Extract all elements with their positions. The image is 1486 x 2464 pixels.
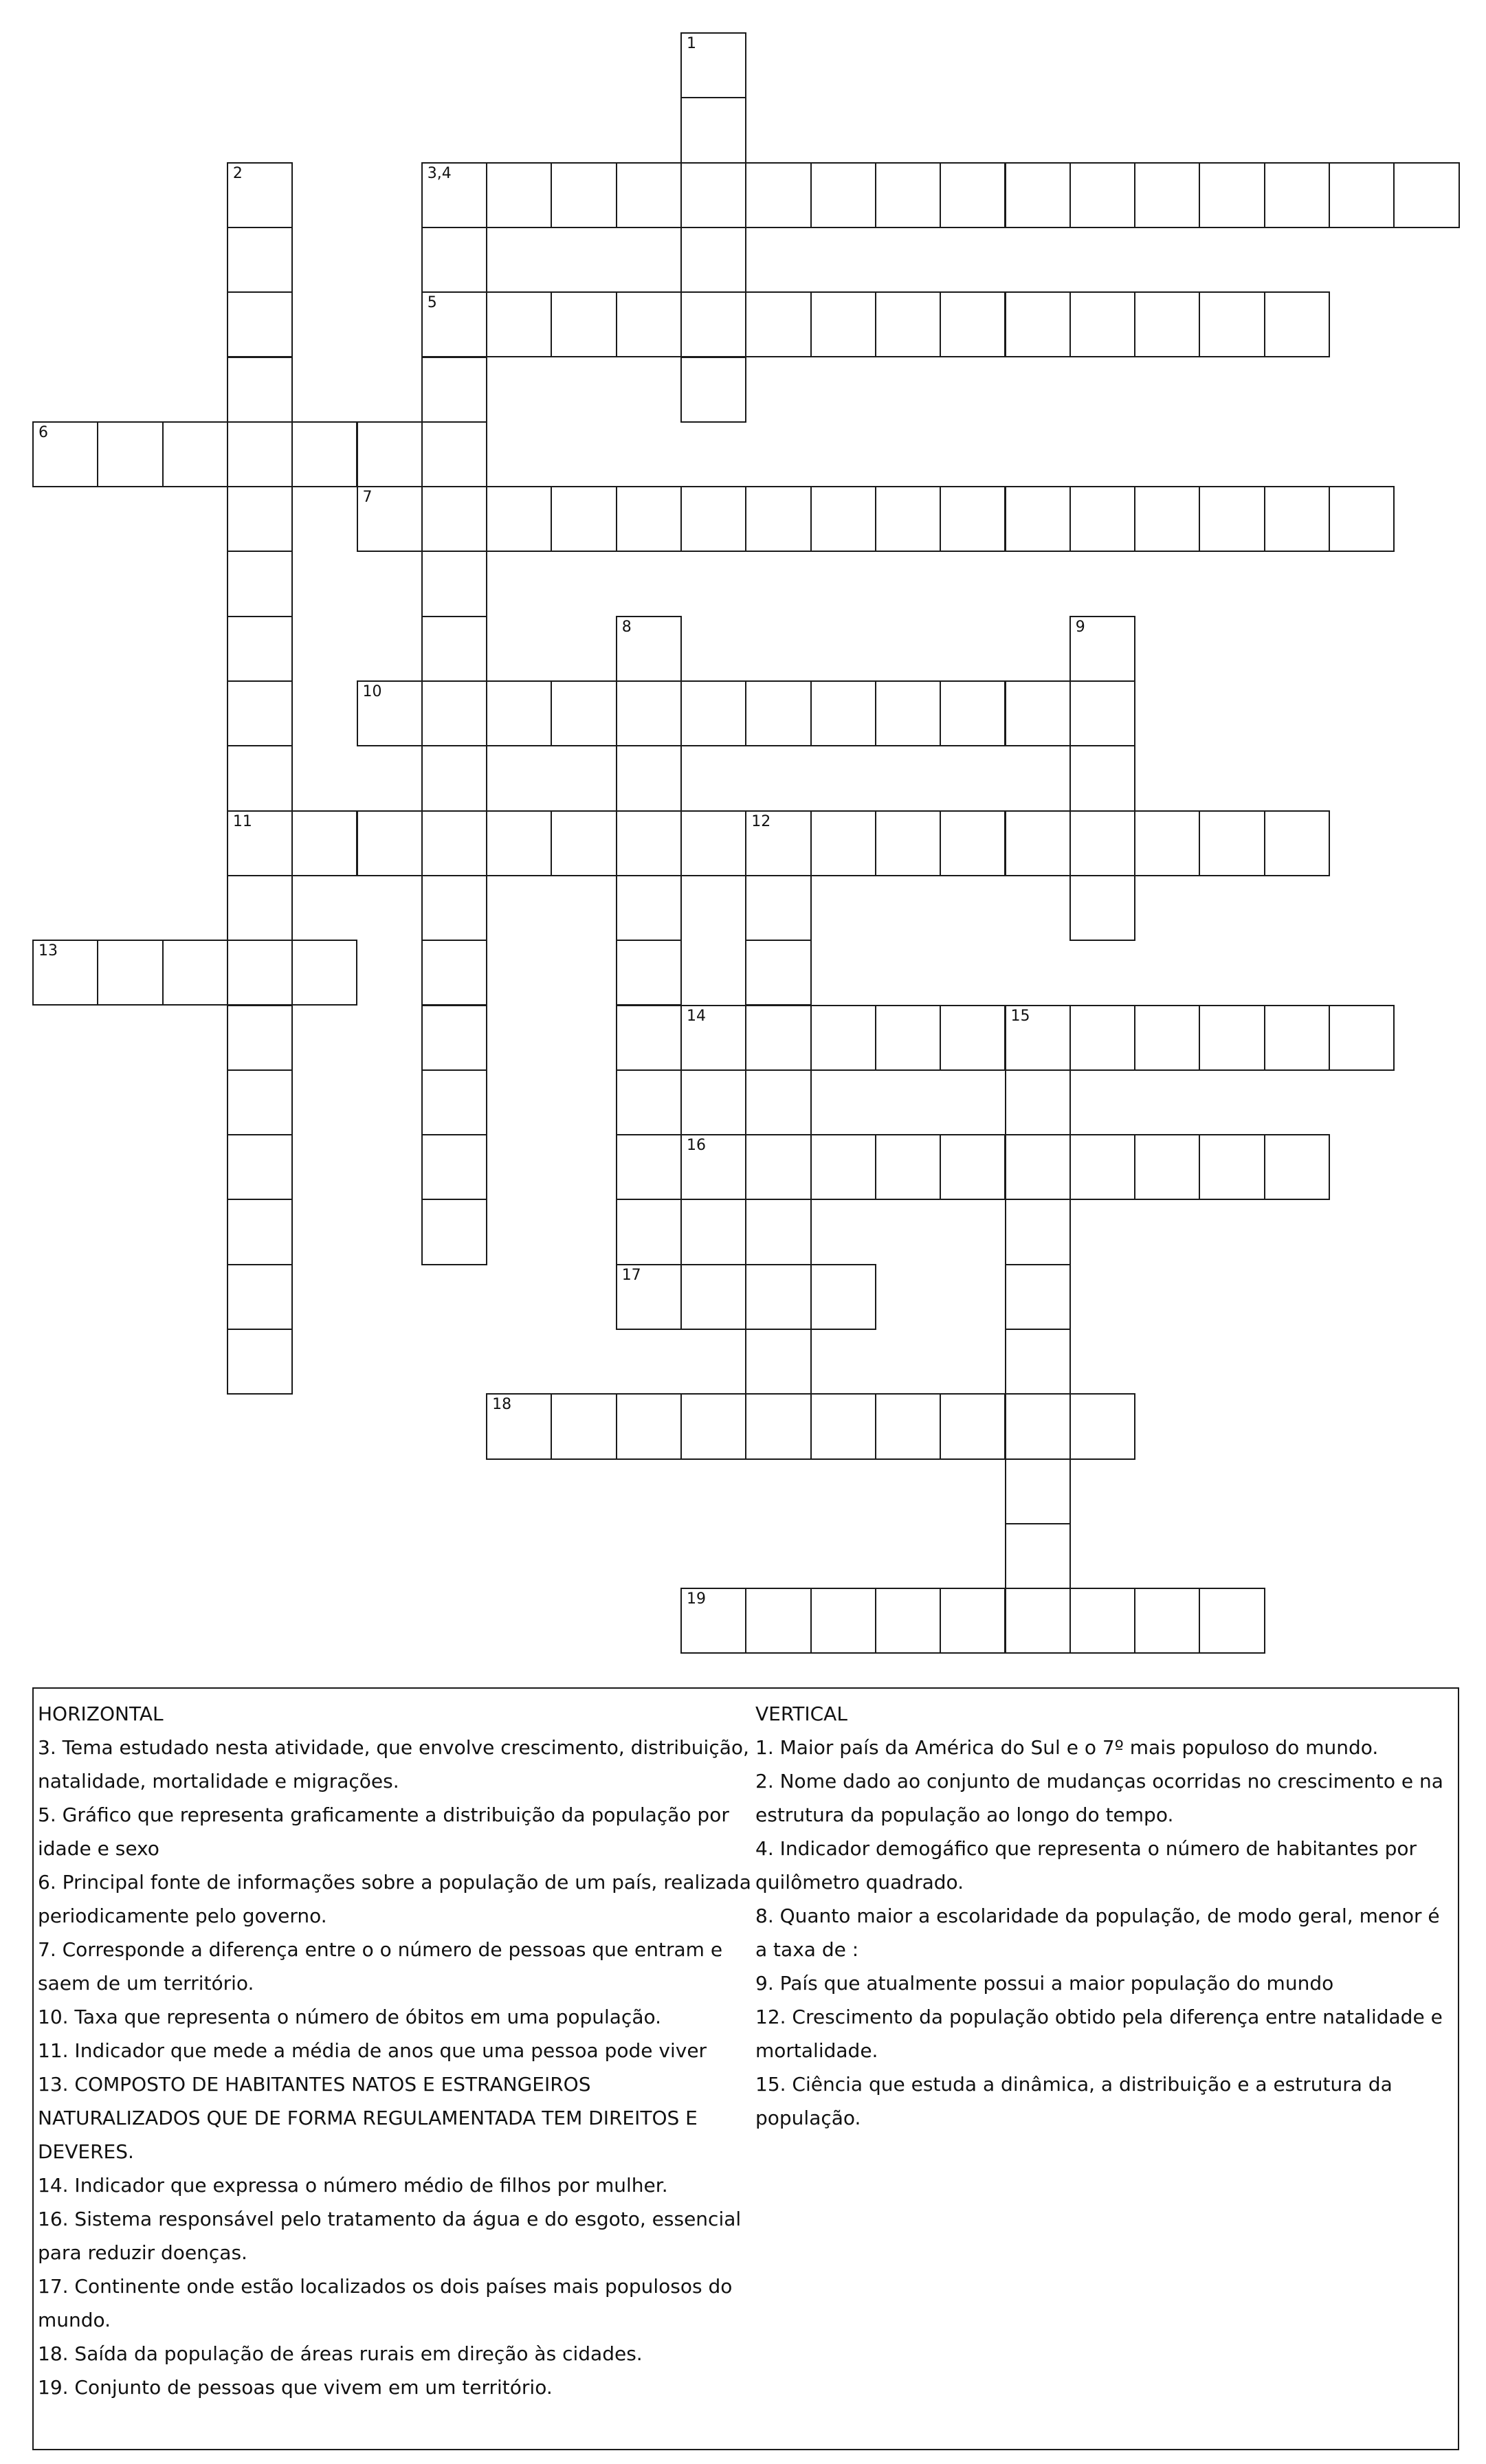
clue-number: 6 bbox=[38, 423, 48, 441]
grid-cell[interactable] bbox=[357, 680, 423, 746]
grid-cell[interactable] bbox=[1199, 486, 1265, 552]
clue-number: 2 bbox=[232, 164, 243, 182]
grid-cell[interactable] bbox=[421, 486, 487, 552]
grid-cell[interactable] bbox=[421, 1199, 487, 1265]
grid-cell[interactable] bbox=[680, 162, 746, 228]
grid-cell[interactable] bbox=[291, 810, 357, 876]
grid-cell[interactable] bbox=[875, 1005, 941, 1071]
grid-cell[interactable] bbox=[357, 421, 423, 487]
grid-cell[interactable] bbox=[810, 291, 876, 357]
grid-cell[interactable] bbox=[227, 551, 293, 617]
grid-cell[interactable] bbox=[810, 486, 876, 552]
grid-cell[interactable] bbox=[1005, 291, 1071, 357]
grid-cell[interactable] bbox=[1069, 291, 1135, 357]
grid-cell[interactable] bbox=[1264, 486, 1330, 552]
grid-cell[interactable] bbox=[486, 810, 552, 876]
grid-cell[interactable] bbox=[1069, 1005, 1135, 1071]
grid-cell[interactable] bbox=[1069, 486, 1135, 552]
horizontal-title: HORIZONTAL bbox=[38, 1702, 164, 1725]
grid-cell[interactable] bbox=[1005, 162, 1071, 228]
grid-cell[interactable] bbox=[32, 421, 98, 487]
clue-number: 14 bbox=[687, 1007, 706, 1025]
vertical-title: VERTICAL bbox=[755, 1702, 847, 1725]
grid-cell[interactable] bbox=[616, 1134, 682, 1200]
grid-cell[interactable] bbox=[227, 745, 293, 811]
clue-number: 3,4 bbox=[427, 164, 452, 182]
grid-cell[interactable] bbox=[227, 1199, 293, 1265]
clue-v-12: 12. Crescimento da população obtido pela diferença entre natalidade e mortalidade. bbox=[755, 2006, 1443, 2062]
grid-cell[interactable] bbox=[1134, 486, 1200, 552]
clue-v-1: 1. Maior país da América do Sul e o 7º mais populoso do mundo. bbox=[755, 1736, 1379, 1759]
grid-cell[interactable] bbox=[551, 1393, 617, 1459]
clue-number: 10 bbox=[362, 683, 382, 700]
grid-cell[interactable] bbox=[680, 32, 746, 98]
grid-cell[interactable] bbox=[486, 291, 552, 357]
grid-cell[interactable] bbox=[1069, 1588, 1135, 1654]
grid-cell[interactable] bbox=[551, 486, 617, 552]
grid-cell[interactable] bbox=[1005, 1199, 1071, 1265]
grid-cell[interactable] bbox=[421, 616, 487, 682]
grid-cell[interactable] bbox=[1329, 486, 1395, 552]
grid-cell[interactable] bbox=[227, 875, 293, 941]
grid-cell[interactable] bbox=[680, 810, 746, 876]
grid-cell[interactable] bbox=[745, 291, 811, 357]
clue-number: 15 bbox=[1010, 1007, 1030, 1025]
grid-cell[interactable] bbox=[227, 1005, 293, 1071]
grid-cell[interactable] bbox=[486, 162, 552, 228]
grid-cell[interactable] bbox=[1199, 162, 1265, 228]
clue-h-10: 10. Taxa que representa o número de óbitos em uma população. bbox=[38, 2006, 662, 2028]
grid-cell[interactable] bbox=[227, 162, 293, 228]
clue-v-4: 4. Indicador demogáfico que representa o número de habitantes por quilômetro quadrado. bbox=[755, 1837, 1417, 1894]
grid-cell[interactable] bbox=[875, 1393, 941, 1459]
grid-cell[interactable] bbox=[1069, 1393, 1135, 1459]
grid-cell[interactable] bbox=[1134, 1005, 1200, 1071]
grid-cell[interactable] bbox=[1069, 616, 1135, 682]
grid-cell[interactable] bbox=[421, 551, 487, 617]
grid-cell[interactable] bbox=[810, 1005, 876, 1071]
grid-cell[interactable] bbox=[32, 940, 98, 1006]
grid-cell[interactable] bbox=[1264, 291, 1330, 357]
grid-cell[interactable] bbox=[1005, 1588, 1071, 1654]
grid-cell[interactable] bbox=[875, 486, 941, 552]
grid-cell[interactable] bbox=[227, 1329, 293, 1395]
grid-cell[interactable] bbox=[1199, 1005, 1265, 1071]
clue-v-2: 2. Nome dado ao conjunto de mudanças ocorridas no crescimento e na estrutura da população ao longo do tempo. bbox=[755, 1770, 1443, 1826]
grid-cell[interactable] bbox=[1069, 680, 1135, 746]
grid-cell[interactable] bbox=[875, 680, 941, 746]
grid-cell[interactable] bbox=[745, 1134, 811, 1200]
grid-cell[interactable] bbox=[616, 1005, 682, 1071]
grid-cell[interactable] bbox=[227, 810, 293, 876]
grid-cell[interactable] bbox=[486, 1393, 552, 1459]
grid-cell[interactable] bbox=[745, 875, 811, 941]
grid-cell[interactable] bbox=[745, 486, 811, 552]
grid-cell[interactable] bbox=[227, 680, 293, 746]
clue-number: 18 bbox=[492, 1396, 512, 1414]
grid-cell[interactable] bbox=[875, 291, 941, 357]
clue-h-19: 19. Conjunto de pessoas que vivem em um território. bbox=[38, 2376, 553, 2399]
grid-cell[interactable] bbox=[227, 357, 293, 423]
grid-cell[interactable] bbox=[616, 875, 682, 941]
grid-cell[interactable] bbox=[616, 1264, 682, 1330]
grid-cell[interactable] bbox=[291, 421, 357, 487]
clue-number: 9 bbox=[1075, 618, 1085, 636]
clue-h-13: 13. COMPOSTO DE HABITANTES NATOS E ESTRANGEIROS NATURALIZADOS QUE DE FORMA REGULAMENTADA TEM DIREITOS E DEVERES. bbox=[38, 2073, 698, 2163]
grid-cell[interactable] bbox=[810, 162, 876, 228]
grid-cell[interactable] bbox=[1199, 1588, 1265, 1654]
grid-cell[interactable] bbox=[680, 486, 746, 552]
grid-cell[interactable] bbox=[875, 810, 941, 876]
grid-cell[interactable] bbox=[97, 940, 163, 1006]
grid-cell[interactable] bbox=[1264, 810, 1330, 876]
grid-cell[interactable] bbox=[1134, 810, 1200, 876]
horizontal-clues bbox=[38, 1697, 753, 2404]
grid-cell[interactable] bbox=[162, 940, 228, 1006]
grid-cell[interactable] bbox=[940, 1588, 1006, 1654]
grid-cell[interactable] bbox=[810, 1588, 876, 1654]
grid-cell[interactable] bbox=[680, 1005, 746, 1071]
grid-cell[interactable] bbox=[421, 680, 487, 746]
clue-h-7: 7. Corresponde a diferença entre o o número de pessoas que entram e saem de um território. bbox=[38, 1938, 723, 1995]
clue-v-15: 15. Ciência que estuda a dinâmica, a distribuição e a estrutura da população. bbox=[755, 2073, 1393, 2129]
grid-cell[interactable] bbox=[940, 162, 1006, 228]
grid-cell[interactable] bbox=[357, 810, 423, 876]
grid-cell[interactable] bbox=[616, 1069, 682, 1135]
grid-cell[interactable] bbox=[680, 357, 746, 423]
grid-cell[interactable] bbox=[1199, 1134, 1265, 1200]
grid-cell[interactable] bbox=[551, 162, 617, 228]
grid-cell[interactable] bbox=[940, 486, 1006, 552]
grid-cell[interactable] bbox=[680, 1588, 746, 1654]
clue-number: 19 bbox=[687, 1590, 706, 1608]
grid-cell[interactable] bbox=[616, 1199, 682, 1265]
grid-cell[interactable] bbox=[616, 162, 682, 228]
grid-cell[interactable] bbox=[616, 616, 682, 682]
grid-cell[interactable] bbox=[421, 357, 487, 423]
grid-cell[interactable] bbox=[227, 291, 293, 357]
grid-cell[interactable] bbox=[1069, 745, 1135, 811]
grid-cell[interactable] bbox=[745, 1329, 811, 1395]
grid-cell[interactable] bbox=[616, 291, 682, 357]
grid-cell[interactable] bbox=[745, 940, 811, 1006]
clue-number: 5 bbox=[427, 294, 437, 312]
grid-cell[interactable] bbox=[680, 1393, 746, 1459]
grid-cell[interactable] bbox=[1264, 1005, 1330, 1071]
grid-cell[interactable] bbox=[940, 1005, 1006, 1071]
grid-cell[interactable] bbox=[421, 940, 487, 1006]
grid-cell[interactable] bbox=[810, 1134, 876, 1200]
grid-cell[interactable] bbox=[1264, 1134, 1330, 1200]
grid-cell[interactable] bbox=[227, 940, 293, 1006]
grid-cell[interactable] bbox=[1069, 810, 1135, 876]
grid-cell[interactable] bbox=[616, 810, 682, 876]
grid-cell[interactable] bbox=[745, 680, 811, 746]
grid-cell[interactable] bbox=[1005, 680, 1071, 746]
grid-cell[interactable] bbox=[1005, 1393, 1071, 1459]
grid-cell[interactable] bbox=[1393, 162, 1459, 228]
grid-cell[interactable] bbox=[227, 486, 293, 552]
grid-cell[interactable] bbox=[745, 1393, 811, 1459]
grid-cell[interactable] bbox=[227, 1264, 293, 1330]
clue-h-3: 3. Tema estudado nesta atividade, que envolve crescimento, distribuição, natalidade, mortalidade e migrações. bbox=[38, 1736, 749, 1792]
grid-cell[interactable] bbox=[875, 1134, 941, 1200]
grid-cell[interactable] bbox=[680, 97, 746, 163]
grid-cell[interactable] bbox=[680, 680, 746, 746]
grid-cell[interactable] bbox=[616, 486, 682, 552]
grid-cell[interactable] bbox=[745, 1069, 811, 1135]
grid-cell[interactable] bbox=[1199, 810, 1265, 876]
clue-number: 1 bbox=[687, 35, 696, 52]
grid-cell[interactable] bbox=[1329, 162, 1395, 228]
grid-cell[interactable] bbox=[745, 1005, 811, 1071]
grid-cell[interactable] bbox=[616, 940, 682, 1006]
grid-cell[interactable] bbox=[1134, 1134, 1200, 1200]
grid-cell[interactable] bbox=[1199, 291, 1265, 357]
grid-cell[interactable] bbox=[357, 486, 423, 552]
clue-number: 12 bbox=[751, 812, 771, 830]
grid-cell[interactable] bbox=[1329, 1005, 1395, 1071]
grid-cell[interactable] bbox=[227, 421, 293, 487]
grid-cell[interactable] bbox=[680, 291, 746, 357]
grid-cell[interactable] bbox=[680, 1264, 746, 1330]
grid-cell[interactable] bbox=[810, 680, 876, 746]
clues-box bbox=[32, 1687, 1459, 2450]
clue-number: 13 bbox=[38, 942, 58, 960]
grid-cell[interactable] bbox=[1005, 1134, 1071, 1200]
clue-h-11: 11. Indicador que mede a média de anos que uma pessoa pode viver bbox=[38, 2039, 707, 2062]
grid-cell[interactable] bbox=[680, 1134, 746, 1200]
grid-cell[interactable] bbox=[227, 1134, 293, 1200]
clue-v-9: 9. País que atualmente possui a maior população do mundo bbox=[755, 1972, 1334, 1995]
grid-cell[interactable] bbox=[1134, 291, 1200, 357]
clue-number: 7 bbox=[362, 489, 373, 507]
clue-number: 11 bbox=[232, 812, 252, 830]
grid-cell[interactable] bbox=[875, 162, 941, 228]
grid-cell[interactable] bbox=[810, 1393, 876, 1459]
grid-cell[interactable] bbox=[940, 680, 1006, 746]
clue-v-8: 8. Quanto maior a escolaridade da população, de modo geral, menor é a taxa de : bbox=[755, 1905, 1440, 1961]
grid-cell[interactable] bbox=[97, 421, 163, 487]
grid-cell[interactable] bbox=[745, 162, 811, 228]
vertical-clues bbox=[755, 1697, 1453, 2135]
grid-cell[interactable] bbox=[421, 745, 487, 811]
grid-cell[interactable] bbox=[616, 680, 682, 746]
grid-cell[interactable] bbox=[1005, 810, 1071, 876]
grid-cell[interactable] bbox=[940, 810, 1006, 876]
grid-cell[interactable] bbox=[421, 291, 487, 357]
clue-h-17: 17. Continente onde estão localizados os dois países mais populosos do mundo. bbox=[38, 2275, 733, 2331]
grid-cell[interactable] bbox=[1005, 1264, 1071, 1330]
grid-cell[interactable] bbox=[1069, 1134, 1135, 1200]
clue-h-18: 18. Saída da população de áreas rurais em direção às cidades. bbox=[38, 2342, 643, 2365]
grid-cell[interactable] bbox=[421, 875, 487, 941]
grid-cell[interactable] bbox=[227, 1069, 293, 1135]
grid-cell[interactable] bbox=[551, 680, 617, 746]
grid-cell[interactable] bbox=[745, 1264, 811, 1330]
grid-cell[interactable] bbox=[940, 1134, 1006, 1200]
grid-cell[interactable] bbox=[810, 810, 876, 876]
grid-cell[interactable] bbox=[745, 1588, 811, 1654]
grid-cell[interactable] bbox=[227, 616, 293, 682]
grid-cell[interactable] bbox=[1005, 1005, 1071, 1071]
grid-cell[interactable] bbox=[1005, 486, 1071, 552]
clue-number: 8 bbox=[621, 618, 632, 636]
clue-h-6: 6. Principal fonte de informações sobre a população de um país, realizada periodicamente pelo governo. bbox=[38, 1871, 751, 1927]
grid-cell[interactable] bbox=[551, 291, 617, 357]
clue-h-14: 14. Indicador que expressa o número médio de filhos por mulher. bbox=[38, 2174, 668, 2197]
clue-h-16: 16. Sistema responsável pelo tratamento da água e do esgoto, essencial para reduzir doenças. bbox=[38, 2208, 742, 2264]
grid-cell[interactable] bbox=[1134, 162, 1200, 228]
grid-cell[interactable] bbox=[680, 227, 746, 293]
grid-cell[interactable] bbox=[421, 162, 487, 228]
grid-cell[interactable] bbox=[551, 810, 617, 876]
grid-cell[interactable] bbox=[421, 1069, 487, 1135]
clue-number: 16 bbox=[687, 1137, 706, 1155]
grid-cell[interactable] bbox=[421, 1005, 487, 1071]
grid-cell[interactable] bbox=[745, 810, 811, 876]
grid-cell[interactable] bbox=[616, 745, 682, 811]
grid-cell[interactable] bbox=[1264, 162, 1330, 228]
grid-cell[interactable] bbox=[1005, 1523, 1071, 1589]
grid-cell[interactable] bbox=[1005, 1329, 1071, 1395]
grid-cell[interactable] bbox=[940, 1393, 1006, 1459]
grid-cell[interactable] bbox=[810, 1264, 876, 1330]
grid-cell[interactable] bbox=[1069, 875, 1135, 941]
grid-cell[interactable] bbox=[421, 810, 487, 876]
grid-cell[interactable] bbox=[227, 227, 293, 293]
grid-cell[interactable] bbox=[875, 1588, 941, 1654]
grid-cell[interactable] bbox=[616, 1393, 682, 1459]
grid-cell[interactable] bbox=[421, 227, 487, 293]
grid-cell[interactable] bbox=[745, 1199, 811, 1265]
grid-cell[interactable] bbox=[486, 680, 552, 746]
grid-cell[interactable] bbox=[940, 291, 1006, 357]
grid-cell[interactable] bbox=[486, 486, 552, 552]
grid-cell[interactable] bbox=[162, 421, 228, 487]
grid-cell[interactable] bbox=[1005, 1458, 1071, 1524]
grid-cell[interactable] bbox=[1005, 1069, 1071, 1135]
grid-cell[interactable] bbox=[1134, 1588, 1200, 1654]
grid-cell[interactable] bbox=[291, 940, 357, 1006]
clue-number: 17 bbox=[621, 1266, 641, 1284]
grid-cell[interactable] bbox=[421, 421, 487, 487]
clue-h-5: 5. Gráfico que representa graficamente a distribuição da população por idade e sexo bbox=[38, 1803, 729, 1860]
grid-cell[interactable] bbox=[1069, 162, 1135, 228]
grid-cell[interactable] bbox=[421, 1134, 487, 1200]
